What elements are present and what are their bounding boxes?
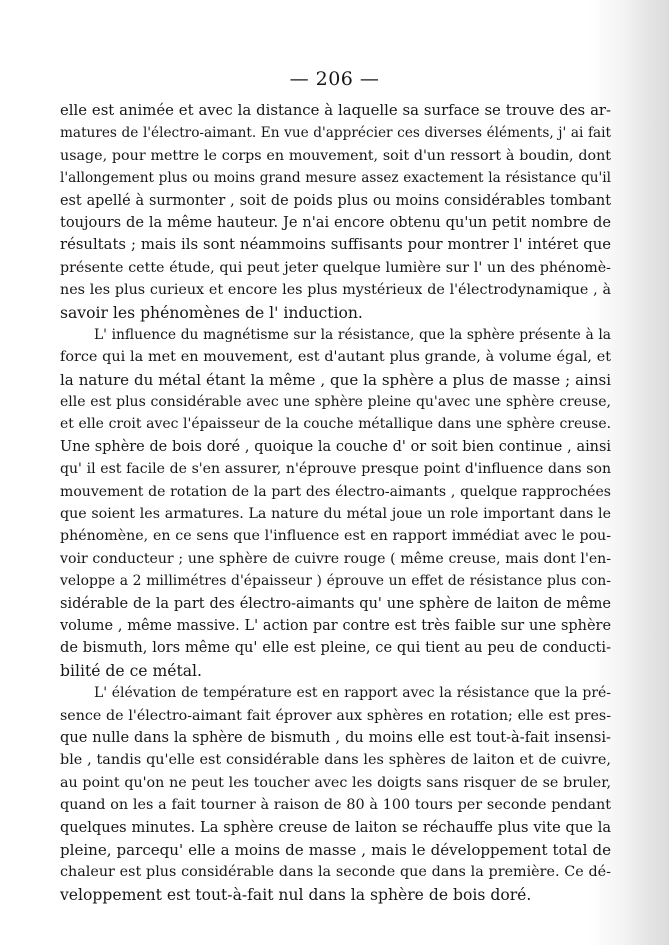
text-line: phénomène, en ce sens que l'influence est en rapport immédiat avec le pou- xyxy=(60,528,611,545)
text-line: nes les plus curieux et encore les plus mystérieux de l'électrodynamique , à xyxy=(60,282,611,299)
text-line: voir conducteur ; une sphère de cuivre rouge ( même creuse, mais dont l'en- xyxy=(60,550,611,567)
text-line: elle est plus considérable avec une sphère pleine qu'avec une sphère creuse, xyxy=(60,394,611,411)
text-line: de bismuth, lors même qu' elle est pleine, ce qui tient au peu de conducti- xyxy=(60,639,611,657)
text-line: usage, pour mettre le corps en mouvement, soit d'un ressort à boudin, dont xyxy=(60,147,611,164)
text-line: sidérable de la part des électro-aimants qu' une sphère de laiton de même xyxy=(60,595,611,612)
text-line: force qui la met en mouvement, est d'autant plus grande, à volume égal, et xyxy=(60,349,611,366)
paragraph xyxy=(60,100,611,324)
paragraph xyxy=(60,682,611,906)
text-line: quand on les a fait tourner à raison de 80 à 100 tours per seconde pendant xyxy=(60,797,611,814)
text-line: chaleur est plus considérable dans la seconde que dans la première. Ce dé- xyxy=(60,864,611,881)
text-line: L' influence du magnétisme sur la résistance, que la sphère présente à la xyxy=(94,326,611,343)
text-line: ble , tandis qu'elle est considérable dans les sphères de laiton et de cuivre, xyxy=(60,752,611,769)
text-line: mouvement de rotation de la part des électro-aimants , quelque rapprochées xyxy=(60,483,611,500)
text-line: résultats ; mais ils sont néammoins suffisants pour montrer l' intéret que xyxy=(60,236,611,254)
text-line: elle est animée et avec la distance à laquelle sa surface se trouve des ar- xyxy=(60,102,611,119)
text-line: savoir les phénomènes de l' induction. xyxy=(60,303,363,322)
text-line: au point qu'on ne peut les toucher avec les doigts sans risquer de se bruler, xyxy=(60,774,611,791)
text-line: que nulle dans la sphère de bismuth , du moins elle est tout-à-fait insensi- xyxy=(60,728,611,746)
page-number: — 206 — xyxy=(289,68,380,90)
text-line: Une sphère de bois doré , quoique la couche d' or soit bien continue , ainsi xyxy=(60,438,611,455)
text-line: toujours de la même hauteur. Je n'ai encore obtenu qu'un petit nombre de xyxy=(60,213,611,231)
text-line: veloppe a 2 millimétres d'épaisseur ) éprouve un effet de résistance plus con- xyxy=(60,573,611,590)
text-line: est apellé à surmonter , soit de poids plus ou moins considérables tombant xyxy=(60,192,611,209)
text-line: bilité de ce métal. xyxy=(60,661,203,680)
text-line: veloppement est tout-à-fait nul dans la sphère de bois doré. xyxy=(60,885,532,904)
text-line: que soient les armatures. La nature du métal joue un role important dans le xyxy=(60,506,611,523)
text-line: pleine, parcequ' elle a moins de masse , mais le développement total de xyxy=(60,840,611,859)
body-text xyxy=(60,100,611,906)
text-line: sence de l'électro-aimant fait éprover aux sphères en rotation; elle est pres- xyxy=(60,707,611,724)
text-line: l'allongement plus ou moins grand mesure assez exactement la résistance qu'il xyxy=(60,170,611,187)
text-line: la nature du métal étant la même , que la sphère a plus de masse ; ainsi xyxy=(60,370,611,389)
text-line: volume , même massive. L' action par contre est très faible sur une sphère xyxy=(60,617,611,634)
text-line: et elle croit avec l'épaisseur de la couche métallique dans une sphère creuse. xyxy=(60,416,611,433)
text-line: présente cette étude, qui peut jeter quelque lumière sur l' un des phénomè- xyxy=(60,259,611,276)
text-line: L' élévation de température est en rapport avec la résistance que la pré- xyxy=(94,685,611,702)
text-line: matures de l'électro-aimant. En vue d'apprécier ces diverses éléments, j' ai fait xyxy=(60,125,611,142)
paragraph xyxy=(60,324,611,682)
text-line: quelques minutes. La sphère creuse de laiton se réchauffe plus vite que la xyxy=(60,819,611,836)
text-line: qu' il est facile de s'en assurer, n'éprouve presque point d'influence dans son xyxy=(60,461,611,478)
